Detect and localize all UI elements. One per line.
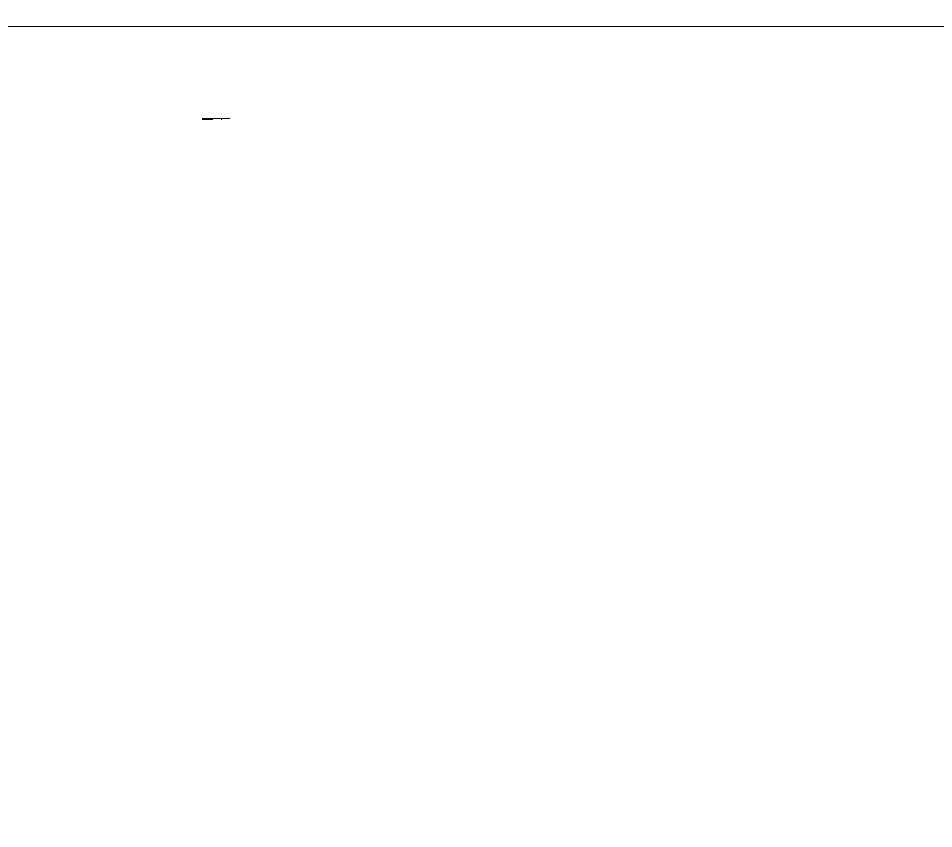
sampler-header <box>202 119 213 120</box>
relative-performance-figure <box>475 606 920 786</box>
header-rule <box>8 26 944 27</box>
stationary-group <box>213 119 222 120</box>
results-table <box>202 118 230 120</box>
instationary-group <box>222 119 231 120</box>
